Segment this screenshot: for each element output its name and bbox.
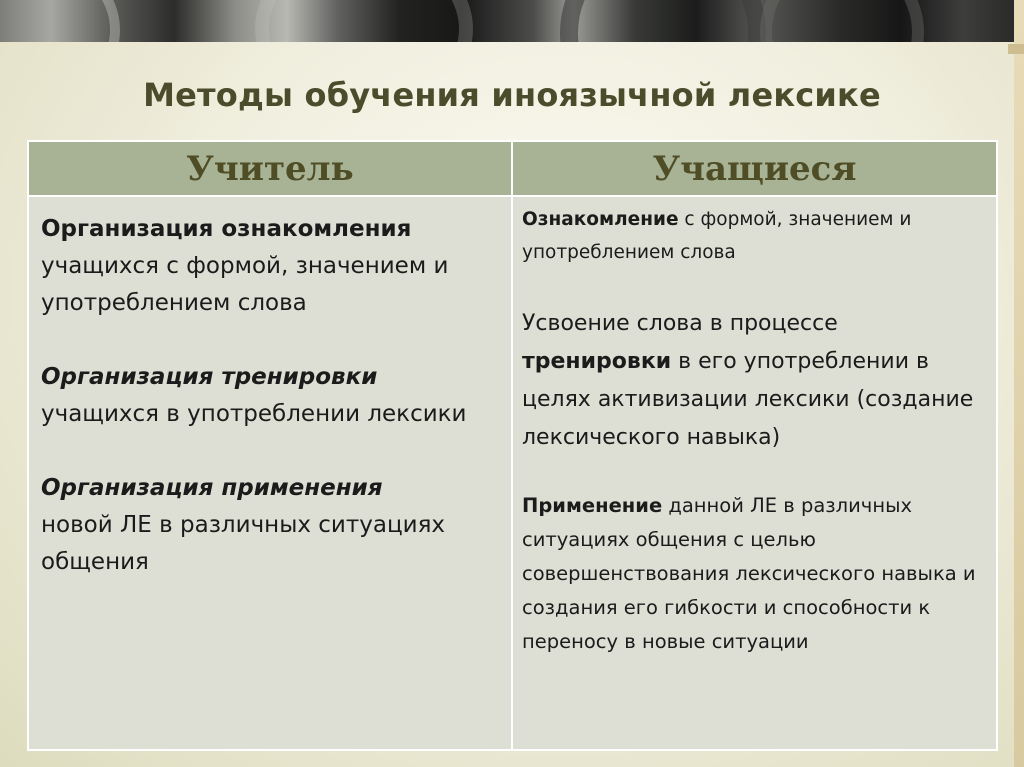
students-item-application (522, 489, 988, 659)
students-item-familiarization (522, 203, 988, 269)
wheel-graphic (560, 0, 766, 42)
table-row (28, 196, 997, 750)
right-accent-bar (1014, 0, 1024, 767)
students-cell (512, 196, 997, 750)
wheel-graphic (760, 0, 924, 42)
teacher-item-heading: Организация тренировки (41, 364, 378, 390)
students-item-text: данной ЛЕ в различных ситуациях общения с целью совершенствования лексического навыка и создания его гибкости и способности к переносу в новые ситуации (522, 494, 976, 653)
table-header-row (28, 141, 997, 196)
teacher-item-familiarization (41, 211, 503, 322)
methods-table (27, 140, 998, 751)
students-item-heading: Ознакомление (522, 209, 679, 230)
teacher-item-text: учащихся в употреблении лексики (41, 401, 467, 427)
teacher-item-heading: Организация ознакомления (41, 216, 412, 242)
teacher-item-text: учащихся с формой, значением и употреблением слова (41, 253, 449, 316)
students-item-training (522, 305, 988, 457)
students-item-heading: тренировки (522, 349, 672, 374)
students-item-text: Усвоение слова в процессе (522, 311, 838, 336)
header-students: Учащиеся (512, 141, 997, 196)
teacher-item-heading: Организация применения (41, 475, 383, 501)
wheel-graphic (0, 0, 120, 42)
wheel-graphic (255, 0, 473, 42)
accent-corner (1008, 44, 1024, 54)
header-teacher: Учитель (28, 141, 512, 196)
header-banner-image (0, 0, 1024, 42)
students-item-text: с формой, значением и употреблением слова (522, 209, 912, 263)
students-item-heading: Применение (522, 494, 663, 517)
teacher-item-application (41, 470, 503, 581)
teacher-item-training (41, 359, 503, 433)
slide-title: Методы обучения иноязычной лексике (143, 76, 881, 114)
teacher-item-text: новой ЛЕ в различных ситуациях общения (41, 512, 446, 575)
students-item-text: в его употреблении в целях активизации лексики (создание лексического навыка) (522, 349, 974, 450)
teacher-cell (28, 196, 512, 750)
